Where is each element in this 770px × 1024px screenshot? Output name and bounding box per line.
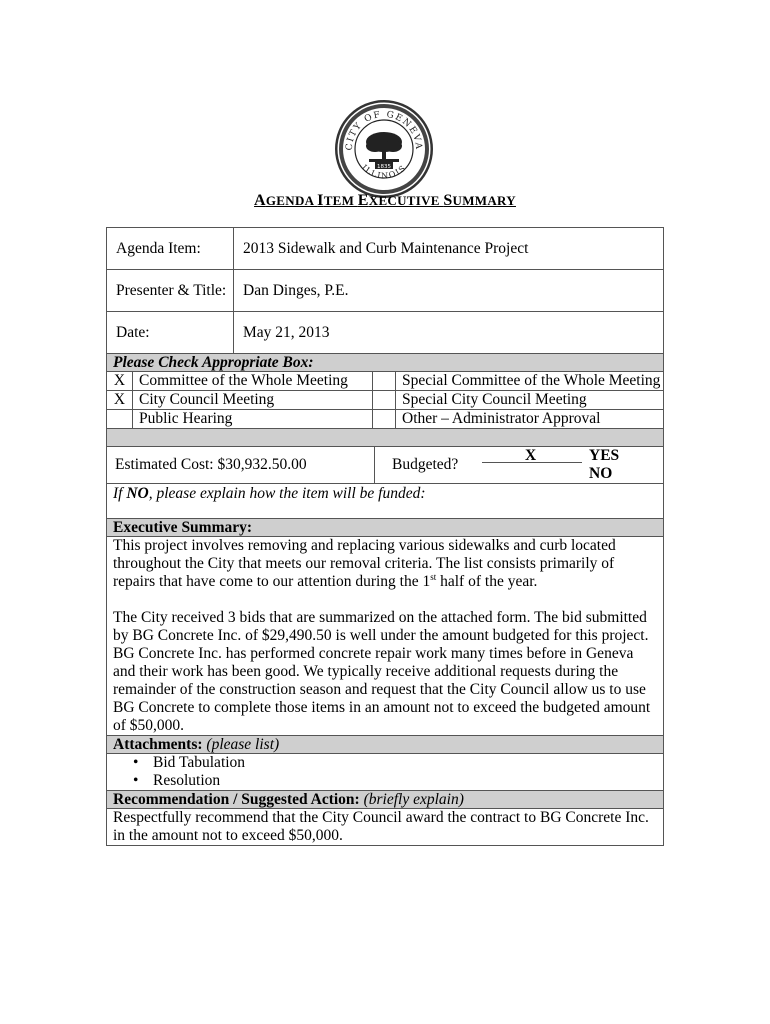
check-box-section [107, 353, 663, 428]
check-label-city-council: City Council Meeting [133, 391, 373, 409]
page-title: AGENDA ITEM EXECUTIVE SUMMARY [254, 192, 516, 209]
attachments-list [107, 753, 663, 790]
budgeted-no-label: NO [589, 465, 613, 482]
summary-p1-sup: st [430, 571, 437, 582]
svg-text:ILLINOIS: ILLINOIS [359, 162, 409, 181]
if-no-explanation [107, 483, 663, 518]
checkbox-special-council[interactable] [373, 391, 396, 409]
executive-summary-section [107, 518, 663, 735]
check-row-2 [107, 390, 663, 409]
date-label: Date: [107, 312, 234, 353]
executive-summary-body [107, 536, 663, 735]
date-row [107, 311, 663, 353]
budgeted-cell [375, 447, 663, 483]
check-row-1 [107, 371, 663, 390]
svg-text:CITY OF GENEVA: CITY OF GENEVA [344, 109, 424, 151]
agenda-item-label: Agenda Item: [107, 228, 234, 269]
check-box-heading: Please Check Appropriate Box: [107, 354, 663, 371]
attachment-item: • Resolution [153, 772, 663, 790]
checkbox-committee-whole[interactable]: X [107, 372, 133, 390]
presenter-value: Dan Dinges, P.E. [243, 282, 349, 299]
summary-paragraph-1 [113, 537, 657, 591]
check-label-special-council: Special City Council Meeting [402, 391, 587, 408]
presenter-label: Presenter & Title: [107, 270, 234, 311]
if-no-suffix: , please explain how the item will be funded: [148, 485, 426, 502]
budgeted-label: Budgeted? [392, 456, 459, 473]
summary-p1-tail: half of the year. [436, 573, 538, 590]
check-label-special-committee: Special Committee of the Whole Meeting [402, 372, 661, 389]
attachments-section [107, 735, 663, 790]
recommendation-text: Respectfully recommend that the City Council award the contract to BG Concrete Inc. in the amount not to exceed $50,000. [107, 808, 663, 845]
estimated-cost: Estimated Cost: $30,932.50.00 [107, 447, 375, 483]
summary-form [106, 227, 664, 846]
checkbox-special-committee[interactable] [373, 372, 396, 390]
attachments-heading-bold: Attachments: [113, 736, 203, 753]
budgeted-yes-label: YES [589, 447, 620, 464]
agenda-item-row [107, 228, 663, 269]
date-value: May 21, 2013 [243, 324, 330, 341]
if-no-bold: NO [126, 485, 149, 502]
cost-row [107, 446, 663, 483]
divider-band [107, 428, 663, 446]
check-label-public-hearing: Public Hearing [133, 410, 373, 428]
check-label-committee-whole: Committee of the Whole Meeting [133, 372, 373, 390]
recommendation-heading [107, 791, 663, 808]
attachment-item: • Bid Tabulation [153, 754, 663, 772]
budgeted-yes-mark[interactable]: X [525, 447, 537, 464]
checkbox-other[interactable] [373, 410, 396, 428]
city-seal-logo [333, 98, 435, 200]
recommendation-section [107, 790, 663, 845]
svg-text:1835: 1835 [377, 164, 391, 170]
summary-paragraph-2: The City received 3 bids that are summarized on the attached form. The bid submitted by BG Concrete Inc. of $29,490.50 is well under the amount budgeted for this project. BG Concrete Inc. has performed concrete repair work many times before in Geneva and their work has been good. We typically receive additional requests during the remainder of the construction season and request that the City Council allow us to use BG Concrete to complete those items in an amount not to exceed the budgeted amount of $50,000. [113, 609, 651, 734]
checkbox-city-council[interactable]: X [107, 391, 133, 409]
agenda-item-value: 2013 Sidewalk and Curb Maintenance Project [243, 240, 529, 257]
executive-summary-heading: Executive Summary: [107, 519, 663, 536]
presenter-row [107, 269, 663, 311]
if-no-prefix: If [113, 485, 127, 502]
recommendation-heading-bold: Recommendation / Suggested Action: [113, 791, 360, 808]
checkbox-public-hearing[interactable] [107, 410, 133, 428]
attachments-heading [107, 736, 663, 753]
summary-p1-text: This project involves removing and replacing various sidewalks and curb located throughout the City that meets our removal criteria. The list consists primarily of repairs that have come to our attention during the 1 [113, 537, 616, 590]
attachments-heading-italic: (please list) [206, 736, 280, 753]
recommendation-heading-italic: (briefly explain) [363, 791, 464, 808]
check-row-3 [107, 409, 663, 428]
check-label-other: Other – Administrator Approval [402, 410, 601, 427]
